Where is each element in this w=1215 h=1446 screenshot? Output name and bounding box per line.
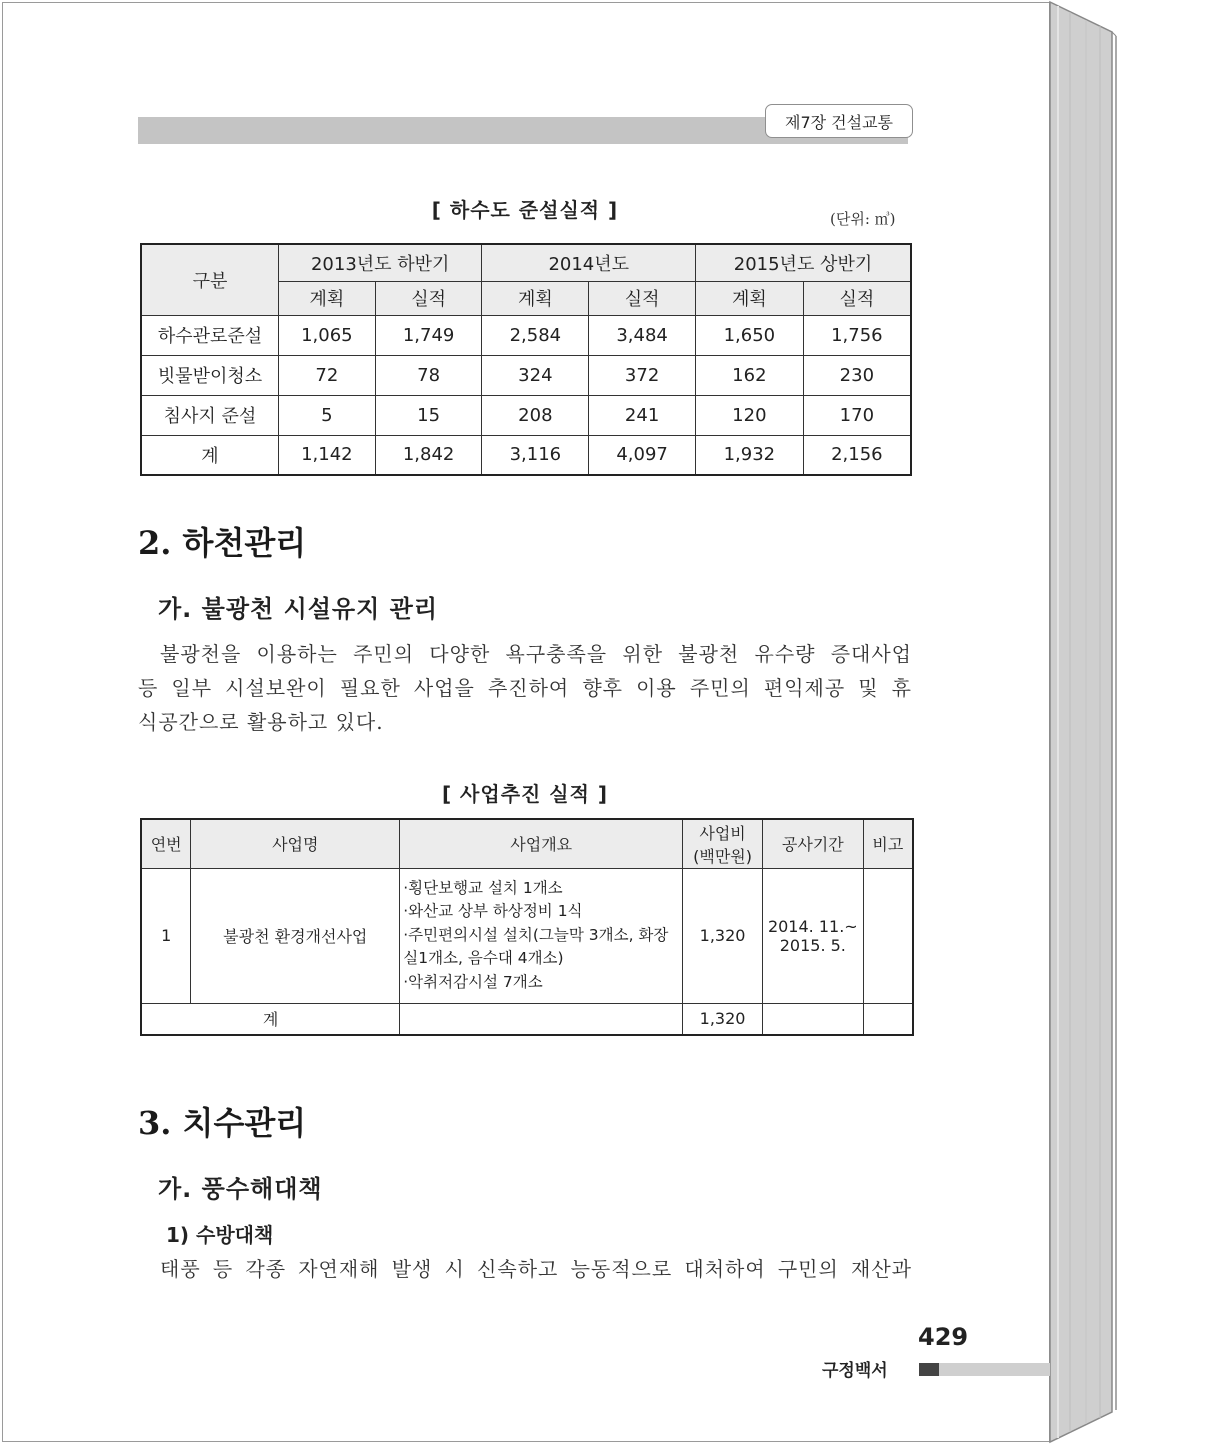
row-label: 빗물받이청소 xyxy=(141,355,278,395)
table1-period: 2015년도 상반기 xyxy=(695,244,911,281)
section2-title: 2. 하천관리 xyxy=(138,524,307,562)
project-table xyxy=(140,818,914,1036)
footer-bar-accent xyxy=(919,1363,939,1376)
section2-subtitle: 가. 불광천 시설유지 관리 xyxy=(158,595,439,623)
paragraph-line: 불광천을 이용하는 주민의 다양한 욕구충족을 위한 불광천 유수량 증대사업 xyxy=(160,642,912,666)
table1-sub-actual: 실적 xyxy=(375,281,482,315)
table1-sub-actual: 실적 xyxy=(803,281,911,315)
table-cell: 15 xyxy=(375,395,482,435)
paragraph-line: 식공간으로 활용하고 있다. xyxy=(138,710,384,734)
table1-title: [ 하수도 준설실적 ] xyxy=(431,198,619,222)
table-cell: 1,842 xyxy=(375,435,482,475)
table-cell: 72 xyxy=(278,355,375,395)
col-header-period: 공사기간 xyxy=(762,819,863,868)
table-cell: 372 xyxy=(589,355,696,395)
book-name: 구정백서 xyxy=(822,1361,888,1381)
table1-period: 2014년도 xyxy=(482,244,696,281)
row-cost: 1,320 xyxy=(683,868,763,1003)
row-label: 하수관로준설 xyxy=(141,315,278,355)
overview-line: ·악취저감시설 7개소 xyxy=(403,972,543,991)
col-header-note: 비고 xyxy=(863,819,913,868)
overview-line: ·횡단보행교 설치 1개소 xyxy=(403,878,563,897)
row-overview xyxy=(400,868,683,1003)
table-cell: 1,650 xyxy=(695,315,803,355)
paragraph-line: 태풍 등 각종 자연재해 발생 시 신속하고 능동적으로 대처하여 구민의 재산과 xyxy=(160,1257,912,1281)
table-cell: 230 xyxy=(803,355,911,395)
cost-header-line: (백만원) xyxy=(693,846,752,866)
table-cell: 1,749 xyxy=(375,315,482,355)
section3-title: 3. 치수관리 xyxy=(138,1104,307,1142)
table-total-row xyxy=(141,1003,913,1035)
row-name: 불광천 환경개선사업 xyxy=(191,868,400,1003)
table-total-row xyxy=(141,435,911,475)
col-header-overview: 사업개요 xyxy=(400,819,683,868)
footer-bar xyxy=(939,1363,1050,1376)
table1-period: 2013년도 하반기 xyxy=(278,244,482,281)
total-label: 계 xyxy=(141,1003,400,1035)
overview-line: ·와산교 상부 하상정비 1식 xyxy=(403,902,583,921)
col-header-name: 사업명 xyxy=(191,819,400,868)
table-cell: 1,142 xyxy=(278,435,375,475)
col-header-no: 연번 xyxy=(141,819,191,868)
table-row xyxy=(141,355,911,395)
table-row xyxy=(141,868,913,1003)
chapter-tab: 제7장 건설교통 xyxy=(765,104,913,138)
paragraph-line: 등 일부 시설보완이 필요한 사업을 추진하여 향후 이용 주민의 편익제공 및 휴 xyxy=(138,676,912,700)
table1-sub-plan: 계획 xyxy=(482,281,589,315)
table1-unit: (단위: ㎥) xyxy=(830,210,896,228)
table-cell: 1,932 xyxy=(695,435,803,475)
table-cell: 2,156 xyxy=(803,435,911,475)
row-period xyxy=(762,868,863,1003)
period-line: 2014. 11.~ xyxy=(767,916,858,936)
table-cell: 1,065 xyxy=(278,315,375,355)
overview-line: ·주민편의시설 설치(그늘막 3개소, 화장 xyxy=(403,925,669,944)
table-cell: 241 xyxy=(589,395,696,435)
section3-subsubtitle: 1) 수방대책 xyxy=(166,1223,274,1247)
section3-subtitle: 가. 풍수해대책 xyxy=(158,1175,323,1203)
section2-paragraph xyxy=(138,637,912,739)
table2-title: [ 사업추진 실적 ] xyxy=(441,782,609,806)
row-note xyxy=(863,868,913,1003)
row-label: 계 xyxy=(141,435,278,475)
total-note xyxy=(863,1003,913,1035)
table-cell: 170 xyxy=(803,395,911,435)
table-cell: 324 xyxy=(482,355,589,395)
table-cell: 162 xyxy=(695,355,803,395)
table-cell: 78 xyxy=(375,355,482,395)
table1-corner: 구분 xyxy=(141,244,278,315)
table1-sub-plan: 계획 xyxy=(278,281,375,315)
row-label: 침사지 준설 xyxy=(141,395,278,435)
total-overview xyxy=(400,1003,683,1035)
row-no: 1 xyxy=(141,868,191,1003)
table-cell: 3,116 xyxy=(482,435,589,475)
section3-paragraph xyxy=(160,1252,912,1286)
table-cell: 5 xyxy=(278,395,375,435)
cost-header-line: 사업비 xyxy=(699,823,746,843)
overview-line: 실1개소, 음수대 4개소) xyxy=(403,949,564,968)
total-period xyxy=(762,1003,863,1035)
table1-sub-plan: 계획 xyxy=(695,281,803,315)
table-cell: 1,756 xyxy=(803,315,911,355)
table-cell: 4,097 xyxy=(589,435,696,475)
table1-sub-actual: 실적 xyxy=(589,281,696,315)
table-cell: 120 xyxy=(695,395,803,435)
table-row xyxy=(141,315,911,355)
col-header-cost xyxy=(683,819,763,868)
table-cell: 2,584 xyxy=(482,315,589,355)
period-line: 2015. 5. xyxy=(779,935,846,955)
page-number: 429 xyxy=(918,1323,969,1351)
table-cell: 208 xyxy=(482,395,589,435)
table-cell: 3,484 xyxy=(589,315,696,355)
dredging-table xyxy=(140,243,912,476)
table-row xyxy=(141,395,911,435)
total-cost: 1,320 xyxy=(683,1003,763,1035)
